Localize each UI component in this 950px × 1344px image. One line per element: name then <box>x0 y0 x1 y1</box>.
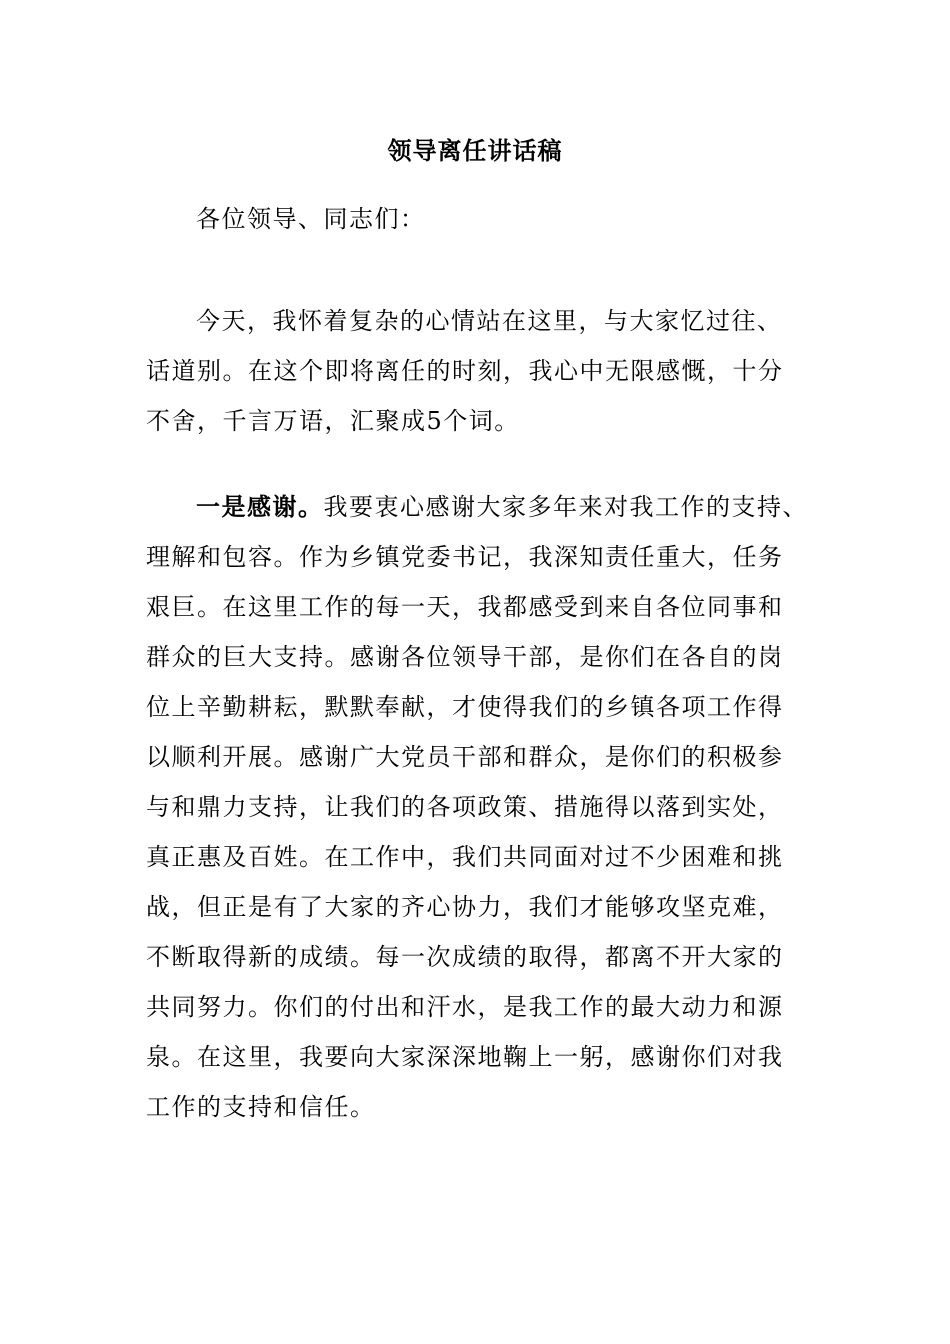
section-line: 泉。在这里，我要向大家深深地鞠上一躬，感谢你们对我 <box>146 1043 784 1071</box>
section-line: 不断取得新的成绩。每一次成绩的取得，都离不开大家的 <box>146 943 784 971</box>
greeting-text: 各位领导、同志们： <box>196 205 426 233</box>
document-title: 领导离任讲话稿 <box>387 136 563 165</box>
section-thanks-first-line <box>146 482 806 532</box>
section-first-line-text: 我要衷心感谢大家多年来对我工作的支持、 <box>323 493 808 521</box>
section-line: 工作的支持和信任。 <box>146 1093 376 1121</box>
section-line: 艰巨。在这里工作的每一天，我都感受到来自各位同事和 <box>146 593 784 621</box>
section-line: 战，但正是有了大家的齐心协力，我们才能够攻坚克难， <box>146 893 784 921</box>
section-line: 以顺利开展。感谢广大党员干部和群众，是你们的积极参 <box>146 743 784 771</box>
section-line: 真正惠及百姓。在工作中，我们共同面对过不少困难和挑 <box>146 843 784 871</box>
intro-line: 今天，我怀着复杂的心情站在这里，与大家忆过往、 <box>196 307 783 335</box>
section-line: 理解和包容。作为乡镇党委书记，我深知责任重大，任务 <box>146 543 784 571</box>
section-heading: 一是感谢。 <box>196 492 324 521</box>
section-line: 与和鼎力支持，让我们的各项政策、措施得以落到实处， <box>146 793 784 821</box>
intro-line: 话道别。在这个即将离任的时刻，我心中无限感慨，十分 <box>146 357 784 385</box>
intro-line: 不舍，千言万语，汇聚成5个词。 <box>146 407 520 435</box>
intro-paragraph <box>146 296 806 446</box>
section-thanks-paragraph <box>146 482 806 1132</box>
section-line: 群众的巨大支持。感谢各位领导干部，是你们在各自的岗 <box>146 643 784 671</box>
greeting-paragraph <box>146 194 806 244</box>
section-line: 位上辛勤耕耘，默默奉献，才使得我们的乡镇各项工作得 <box>146 693 784 721</box>
section-line: 共同努力。你们的付出和汗水，是我工作的最大动力和源 <box>146 993 784 1021</box>
